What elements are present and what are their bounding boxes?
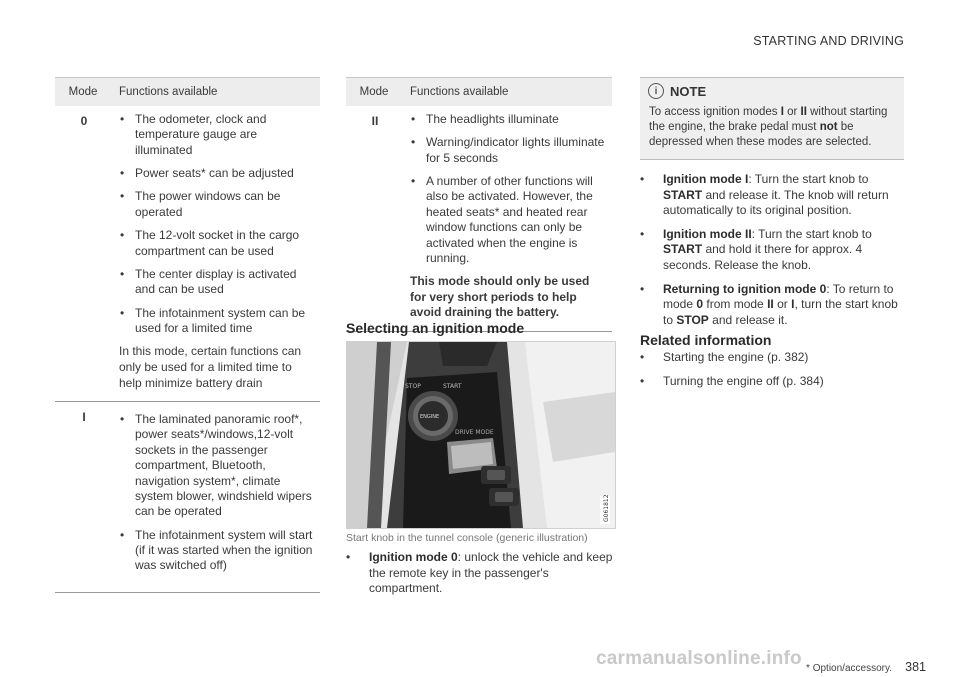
modes-table-left [55, 77, 320, 593]
list-item: • Returning to ignition mode 0: To return to mode 0 from mode II or I, turn the start knob to STOP and release it. [640, 282, 906, 329]
photo-label-drive-mode: DRIVE MODE [455, 429, 494, 436]
selecting-heading: Selecting an ignition mode [346, 320, 525, 336]
mode-value: I [55, 402, 113, 593]
term: Ignition mode 0 [369, 550, 458, 564]
list-item: • Ignition mode I: Turn the start knob to START and release it. The knob will return automatically to its original position. [640, 172, 906, 219]
related-link[interactable]: • Turning the engine off (p. 384) [640, 374, 906, 390]
list-item: • The infotainment system can be used for a limited time [119, 306, 314, 337]
list-item: • The headlights illuminate [410, 112, 606, 127]
note-box [640, 77, 904, 160]
photo-label-start: START [443, 383, 462, 390]
table-row [55, 106, 320, 402]
modes-table-mid [346, 77, 612, 332]
note-text: To access ignition modes I or II without starting the engine, the brake pedal must not be depressed when these modes are selected. [649, 106, 888, 149]
section-header: STARTING AND DRIVING [753, 34, 904, 48]
col-header-mode: Mode [346, 78, 404, 107]
photo-label-stop: STOP [405, 383, 421, 390]
mode-value: II [346, 106, 404, 332]
col-header-mode: Mode [55, 78, 113, 107]
list-item: • Ignition mode II: Turn the start knob to START and hold it there for approx. 4 seconds. Release the knob. [640, 227, 906, 274]
list-item: • The center display is activated and can be used [119, 267, 314, 298]
col-header-functions: Functions available [404, 78, 612, 107]
list-item: • Power seats* can be adjusted [119, 166, 314, 181]
photo-label-engine: ENGINE [420, 414, 440, 420]
list-item: • The 12-volt socket in the cargo compartment can be used [119, 228, 314, 259]
start-knob-illustration [347, 342, 615, 528]
ignition-modes-list [640, 172, 906, 336]
start-knob-photo [346, 341, 616, 529]
related-heading: Related information [640, 332, 772, 348]
list-item: • Ignition mode 0: unlock the vehicle and keep the remote key in the passenger's compartment. [346, 550, 614, 597]
mode-value: 0 [55, 106, 113, 402]
note-title: NOTE [670, 83, 707, 99]
list-item: • The odometer, clock and temperature gauge are illuminated [119, 112, 314, 158]
photo-caption: Start knob in the tunnel console (generic illustration) [346, 532, 588, 544]
list-item: • Warning/indicator lights illuminate for 5 seconds [410, 135, 606, 166]
footer-note: * Option/accessory. [806, 663, 892, 674]
functions-cell [113, 106, 320, 402]
page-number: 381 [905, 660, 926, 674]
functions-cell [404, 106, 612, 332]
list-item: • A number of other functions will also be activated. However, the heated seats* and heated rear window functions can only be activated when the engine is running. [410, 174, 606, 266]
mode-note: In this mode, certain functions can only be used for a limited time to help minimize battery drain [119, 344, 302, 390]
related-links [640, 350, 906, 397]
list-item: • The laminated panoramic roof*, power seats*/windows,12-volt sockets in the passenger compartment, Bluetooth, navigation system*, climate system blower, windshield wipers can be operated [119, 412, 314, 520]
mode-warning: This mode should only be used for very short periods to help avoid draining the battery. [410, 274, 590, 320]
table-row [346, 106, 612, 332]
list-item: • The power windows can be operated [119, 189, 314, 220]
related-link[interactable]: • Starting the engine (p. 382) [640, 350, 906, 366]
selecting-bullets [346, 550, 614, 605]
col-header-functions: Functions available [113, 78, 320, 107]
table-row [55, 402, 320, 593]
functions-cell [113, 402, 320, 593]
info-circle-icon: i [648, 83, 664, 99]
photo-code: G061812 [603, 494, 610, 522]
list-item: • The infotainment system will start (if it was started when the ignition was switched off) [119, 528, 314, 574]
watermark: carmanualsonline.info [596, 648, 802, 669]
